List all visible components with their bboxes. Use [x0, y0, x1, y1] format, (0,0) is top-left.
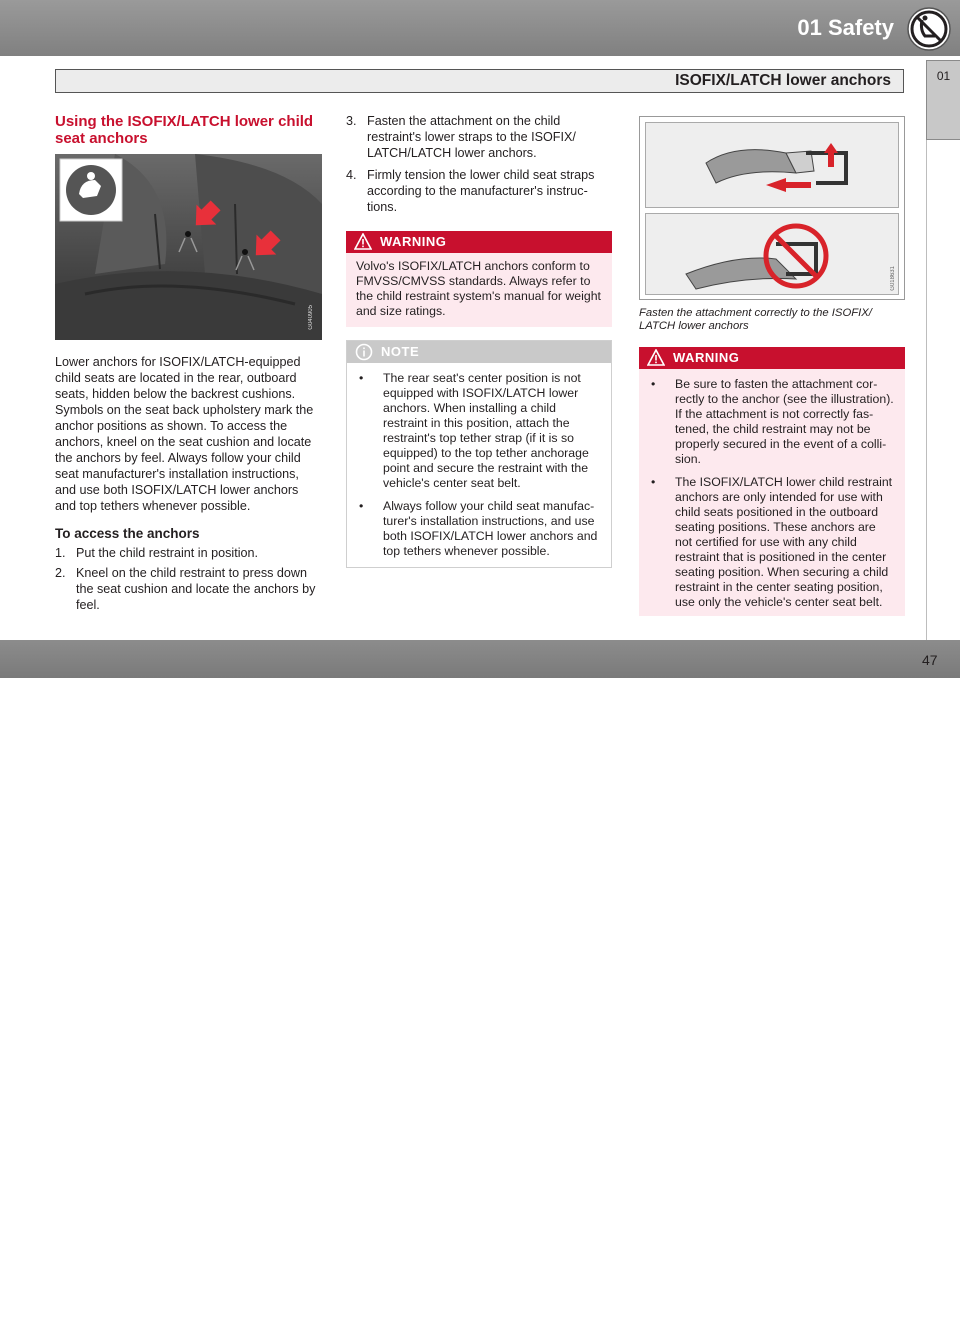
list-item: • Always follow your child seat manufac- turer's installation instructions, and use both ISOFIX/LATCH lower anchors and top tethers whenever possible.	[357, 499, 601, 559]
warning-header	[639, 347, 905, 369]
incorrect-attachment-illustration	[646, 214, 898, 294]
column-middle	[346, 113, 612, 568]
warning-triangle-icon	[647, 349, 665, 367]
warning-label: WARNING	[380, 234, 447, 249]
note-label: NOTE	[381, 344, 420, 359]
figure-caption: Fasten the attachment correctly to the ISOFIX/ LATCH lower anchors	[639, 307, 872, 332]
rear-seat-illustration	[55, 154, 322, 340]
bullet-text: Be sure to fasten the attachment cor- rectly to the anchor (see the illustration). If the attachment is not correctly fas- tened, the child restraint may not be properly secured in the event of a colli- sion.	[675, 377, 894, 466]
bullet-text: Always follow your child seat manufac- turer's installation instructions, and use both ISOFIX/LATCH lower anchors and top tethers whenever possible.	[383, 499, 598, 558]
warning-label: WARNING	[673, 350, 740, 365]
subheading: To access the anchors	[55, 526, 200, 541]
step-number: 2.	[55, 566, 66, 580]
step-number: 3.	[346, 114, 357, 128]
intro-paragraph: Lower anchors for ISOFIX/LATCH-equipped child seats are located in the rear, outboard seats, hidden below the backrest cushions. Symbols on the seat back upholstery mark the anchor positions as shown. To access the anchors, kneel on the seat cushion and locate the anchors by feel. Always follow your child seat manufacturer's installation instructions, and use both ISOFIX/LATCH lower anchors and top tethers whenever possible.	[55, 355, 314, 513]
chapter-tab-label: 01	[936, 69, 951, 83]
rear-seat-photo	[55, 154, 322, 340]
step-text: Fasten the attachment on the child restraint's lower straps to the ISOFIX/ LATCH/LATCH lower anchors.	[367, 114, 576, 160]
note-header	[347, 341, 611, 363]
incorrect-attachment-panel	[645, 213, 899, 295]
correct-attachment-illustration	[646, 123, 898, 207]
list-item	[346, 113, 612, 161]
warning-triangle-icon	[354, 233, 372, 251]
page-number: 47	[922, 652, 938, 668]
note-box	[346, 340, 612, 568]
step-number: 1.	[55, 546, 66, 560]
section-heading: Using the ISOFIX/LATCH lower child seat anchors	[55, 113, 314, 147]
bullet-text: The ISOFIX/LATCH lower child restraint anchors are only intended for use with child seats positioned in the outboard seating positions. These anchors are not certified for use with any child restraint that is positioned in the center seating position. When securing a child restraint in the center seating position, use only the vehicle's center seat belt.	[675, 475, 893, 609]
bullet-text: The rear seat's center position is not equipped with ISOFIX/LATCH lower anchors. When installing a child restraint in this position, attach the restraint's top tether strap (if it is so equipped) to the top tether anchorage point and secure the restraint with the vehicle's center seat belt.	[383, 371, 589, 490]
list-item: • The ISOFIX/LATCH lower child restraint anchors are only intended for use with child seats positioned in the outboard seating positions. These anchors are not certified for use with any child restraint that is positioned in the center seating position. When securing a child restraint in the center seating position, use only the vehicle's center seat belt.	[649, 475, 895, 610]
chapter-tab	[926, 60, 960, 140]
warning-box	[346, 231, 612, 327]
step-text: Kneel on the child restraint to press down the seat cushion and locate the anchors by feel.	[76, 566, 316, 612]
list-item: • Be sure to fasten the attachment cor- rectly to the anchor (see the illustration). If the attachment is not correctly fas- tened, the child restraint may not be properly secured in the event of a colli- sion.	[651, 377, 894, 466]
chapter-title: 01 Safety	[797, 15, 894, 40]
step-text: Firmly tension the lower child seat straps according to the manufacturer's instruc- tions.	[367, 168, 595, 214]
list-item	[55, 565, 322, 613]
section-bar	[55, 69, 904, 93]
side-divider	[926, 140, 927, 640]
column-left	[55, 113, 322, 617]
step-number: 4.	[346, 168, 357, 182]
list-item	[55, 545, 322, 561]
step-text: Put the child restraint in position.	[76, 546, 259, 560]
no-seat-icon	[906, 6, 952, 52]
section-title: ISOFIX/LATCH lower anchors	[675, 72, 891, 89]
warning-text: Volvo's ISOFIX/LATCH anchors conform to FMVSS/CMVSS standards. Always refer to the child restraint system's manual for weight and size ratings.	[346, 253, 612, 327]
warning-header	[346, 231, 612, 253]
image-code: G040905	[308, 305, 314, 330]
list-item: • The rear seat's center position is not equipped with ISOFIX/LATCH lower anchors. When installing a child restraint in this position, attach the restraint's top tether strap (if it is so equipped) to the top tether anchorage point and secure the restraint with the vehicle's center seat belt.	[357, 371, 601, 491]
correct-attachment-panel	[645, 122, 899, 208]
column-right	[639, 113, 905, 616]
bottom-bar	[0, 640, 960, 1317]
info-icon	[355, 343, 373, 361]
list-item	[346, 167, 612, 215]
image-code: G018631	[890, 266, 896, 291]
top-bar	[0, 0, 960, 56]
watermark: carmanualsonline.info	[631, 1286, 950, 1317]
warning-box	[639, 347, 905, 616]
anchor-illustration	[639, 116, 905, 300]
